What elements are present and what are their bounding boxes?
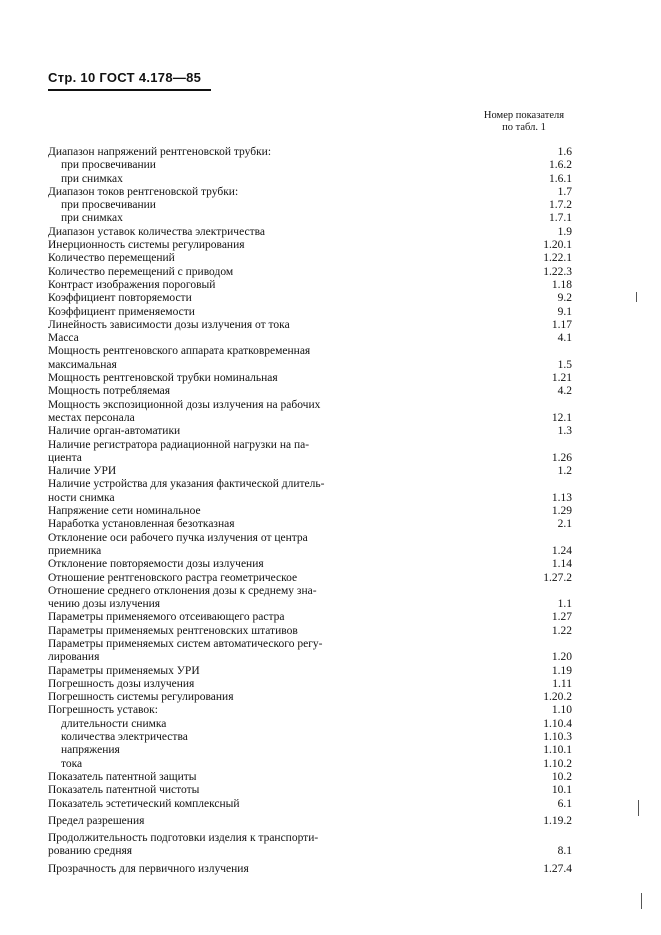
index-number: 1.7: [557, 185, 572, 198]
index-number: 1.17: [551, 318, 572, 331]
index-row: [61, 199, 572, 212]
index-term: напряжения: [61, 744, 120, 757]
index-term: Отклонение оси рабочего пучка излучения от центра приемника: [48, 531, 308, 557]
index-row: [48, 332, 572, 345]
page-header: Стр. 10 ГОСТ 4.178—85: [48, 70, 202, 85]
index-term: Мощность экспозиционной дозы излучения на рабочих местах персонала: [48, 398, 321, 424]
index-row: [48, 784, 572, 797]
index-row: [48, 532, 572, 559]
index-row: [61, 159, 572, 172]
index-term: Линейность зависимости дозы излучения от тока: [48, 318, 290, 331]
index-term: Коэффициент применяемости: [48, 305, 195, 318]
index-number: 1.22.1: [543, 252, 572, 265]
index-row: [48, 771, 572, 784]
index-row: [48, 385, 572, 398]
index-term: Погрешность системы регулирования: [48, 691, 234, 704]
index-number: 1.6.2: [549, 159, 572, 172]
index-row: [48, 638, 572, 665]
index-row: [48, 266, 572, 279]
index-term: Контраст изображения пороговый: [48, 278, 216, 291]
index-row: [48, 611, 572, 624]
index-number: 1.19.2: [543, 814, 572, 827]
index-term: Количество перемещений с приводом: [48, 265, 234, 278]
index-row: [48, 863, 572, 876]
index-number: 1.18: [551, 278, 572, 291]
index-row: [48, 832, 572, 859]
index-number: 1.10.1: [543, 744, 572, 757]
index-number: 1.13: [551, 491, 572, 504]
index-row: [48, 798, 572, 811]
header-underline: [48, 89, 211, 91]
index-number: 1.6.1: [549, 172, 572, 185]
index-term: Коэффициент повторяемости: [48, 292, 192, 305]
index-term: тока: [61, 757, 83, 770]
index-number: 12.1: [551, 411, 572, 424]
index-list: [0, 146, 661, 876]
index-number: 1.3: [557, 425, 572, 438]
index-row: [48, 345, 572, 372]
index-term: Наличие орган-автоматики: [48, 425, 181, 438]
index-row: [48, 558, 572, 571]
index-number: 1.27: [551, 611, 572, 624]
index-term: при снимках: [61, 212, 123, 225]
index-row: [48, 186, 572, 199]
index-number: 1.2: [557, 465, 572, 478]
index-term: Параметры применяемых рентгеновских штативов: [48, 624, 298, 637]
index-row: [48, 691, 572, 704]
index-row: [48, 505, 572, 518]
index-row: [61, 173, 572, 186]
index-term: Параметры применяемого отсеивающего растра: [48, 611, 285, 624]
index-term: Параметры применяемых систем автоматического регу- лирования: [48, 637, 323, 664]
index-number: 1.27.2: [543, 571, 572, 584]
index-term: Количество перемещений: [48, 252, 175, 265]
index-term: Наработка установленная безотказная: [48, 518, 235, 531]
index-number: 1.10: [551, 704, 572, 717]
index-term: Наличие устройства для указания фактической длитель- ности снимка: [48, 478, 325, 504]
index-number: 1.27.4: [543, 862, 572, 875]
index-row: [48, 372, 572, 385]
index-term: Мощность потребляемая: [48, 385, 171, 398]
index-term: Продолжительность подготовки изделия к транспорти- рованию средняя: [48, 832, 319, 858]
margin-mark: [636, 292, 637, 302]
index-number: 2.1: [557, 518, 572, 531]
index-row: [48, 146, 572, 159]
index-term: длительности снимка: [61, 717, 167, 730]
index-number: 1.7.2: [549, 199, 572, 212]
index-term: Наличие УРИ: [48, 465, 117, 478]
index-row: [48, 306, 572, 319]
index-term: Напряжение сети номинальное: [48, 505, 201, 518]
index-row: [48, 399, 572, 426]
index-row: [48, 279, 572, 292]
index-number: 1.20: [551, 651, 572, 664]
index-row: [61, 744, 572, 757]
index-term: Мощность рентгеновской трубки номинальная: [48, 372, 278, 385]
index-row: [61, 758, 572, 771]
index-term: Предел разрешения: [48, 814, 145, 827]
index-number: 1.22.3: [543, 265, 572, 278]
index-number: 9.1: [557, 305, 572, 318]
index-row: [48, 239, 572, 252]
index-number: 1.20.2: [543, 691, 572, 704]
index-term: при просвечивании: [61, 199, 156, 212]
index-term: Параметры применяемых УРИ: [48, 664, 200, 677]
index-row: [48, 226, 572, 239]
index-number: 4.2: [557, 385, 572, 398]
index-row: [48, 292, 572, 305]
index-term: Прозрачность для первичного излучения: [48, 862, 249, 875]
index-row: [48, 572, 572, 585]
index-row: [48, 518, 572, 531]
index-number: 1.1: [557, 598, 572, 611]
index-row: [48, 319, 572, 332]
index-term: Наличие регистратора радиационной нагрузки на па- циента: [48, 438, 310, 464]
index-term: при снимках: [61, 172, 123, 185]
index-number: 1.21: [551, 372, 572, 385]
index-row: [61, 212, 572, 225]
index-row: [48, 815, 572, 828]
index-term: Отношение рентгеновского растра геометрическое: [48, 571, 298, 584]
index-term: Показатель патентной чистоты: [48, 784, 200, 797]
index-row: [48, 465, 572, 478]
index-number: 1.10.2: [543, 757, 572, 770]
index-term: Погрешность уставок:: [48, 704, 158, 717]
index-term: Диапазон токов рентгеновской трубки:: [48, 185, 239, 198]
index-number: 4.1: [557, 332, 572, 345]
index-number: 10.2: [551, 770, 572, 783]
index-number: 1.14: [551, 558, 572, 571]
index-number: 10.1: [551, 784, 572, 797]
index-term: количества электричества: [61, 731, 188, 744]
index-row: [61, 731, 572, 744]
index-term: Отклонение повторяемости дозы излучения: [48, 558, 264, 571]
index-term: Диапазон уставок количества электричества: [48, 225, 265, 238]
index-row: [48, 252, 572, 265]
index-number: 1.11: [552, 677, 572, 690]
index-row: [61, 718, 572, 731]
index-number: 9.2: [557, 292, 572, 305]
index-number: 8.1: [557, 845, 572, 858]
margin-mark: [641, 893, 642, 909]
index-number: 1.5: [557, 358, 572, 371]
index-number: 1.10.3: [543, 731, 572, 744]
index-number: 1.22: [551, 624, 572, 637]
index-term: Отношение среднего отклонения дозы к среднему зна- чению дозы излучения: [48, 584, 317, 611]
index-row: [48, 585, 572, 612]
index-row: [48, 425, 572, 438]
index-term: Масса: [48, 332, 79, 345]
index-number: 1.9: [557, 225, 572, 238]
index-term: Диапазон напряжений рентгеновской трубки:: [48, 146, 272, 158]
index-number: 1.19: [551, 664, 572, 677]
index-term: Показатель патентной защиты: [48, 770, 197, 783]
index-row: [48, 704, 572, 717]
index-number: 1.24: [551, 544, 572, 557]
index-number: 1.26: [551, 451, 572, 464]
index-term: Погрешность дозы излучения: [48, 677, 195, 690]
index-number: 1.29: [551, 505, 572, 518]
index-term: Мощность рентгеновского аппарата кратковременная максимальная: [48, 345, 311, 371]
index-row: [48, 439, 572, 466]
column-header: Номер показателя по табл. 1: [483, 110, 565, 133]
index-term: Инерционность системы регулирования: [48, 239, 245, 252]
index-number: 1.6: [557, 146, 572, 158]
margin-mark: [638, 800, 639, 816]
index-term: при просвечивании: [61, 159, 156, 172]
index-row: [48, 478, 572, 505]
index-number: 1.10.4: [543, 717, 572, 730]
index-number: 6.1: [557, 797, 572, 810]
index-number: 1.20.1: [543, 239, 572, 252]
index-row: [48, 665, 572, 678]
index-term: Показатель эстетический комплексный: [48, 797, 240, 810]
index-number: 1.7.1: [549, 212, 572, 225]
index-row: [48, 678, 572, 691]
index-row: [48, 625, 572, 638]
